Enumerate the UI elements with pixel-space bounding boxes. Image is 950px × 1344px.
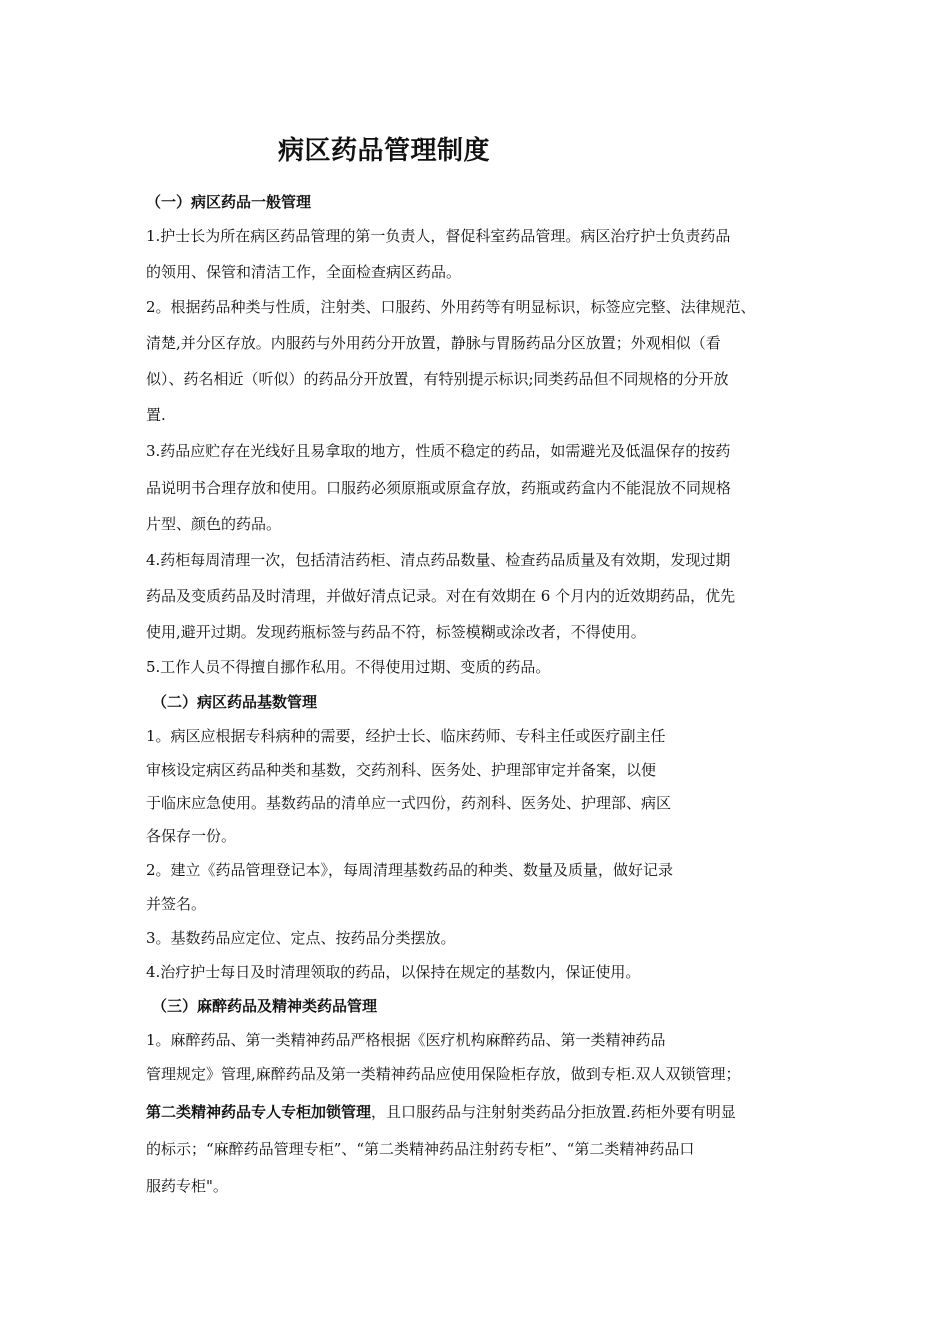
document-title: 病区药品管理制度 — [278, 136, 491, 166]
section2-line-3: 于临床应急使用。基数药品的清单应一式四份，药剂科、医务处、护理部、病区 — [146, 794, 672, 812]
section1-line-11: 药品及变质药品及时清理，并做好清点记录。对在有效期在 6 个月内的近效期药品，优先 — [146, 587, 736, 605]
section1-line-13: 5.工作人员不得擅自挪作私用。不得使用过期、变质的药品。 — [146, 658, 551, 676]
section1-line-3: 2。根据药品种类与性质，注射类、口服药、外用药等有明显标识，标签应完整、法律规范、 — [146, 298, 756, 316]
section3-line-3-rest: ，且口服药品与注射射类药品分拒放置.药柜外要有明显 — [371, 1103, 736, 1121]
section3-line-3-bold: 第二类精神药品专人专柜加锁管理 — [146, 1103, 372, 1121]
section1-line-6: 置. — [146, 406, 166, 424]
section1-line-1: 1.护士长为所在病区药品管理的第一负责人，督促科室药品管理。病区治疗护士负责药品 — [146, 227, 731, 245]
section3-heading: （三）麻醉药品及精神类药品管理 — [152, 997, 378, 1015]
section2-line-4: 各保存一份。 — [146, 827, 237, 845]
section1-line-9: 片型、颜色的药品。 — [146, 515, 282, 533]
section2-line-5: 2。建立《药品管理登记本》，每周清理基数药品的种类、数量及质量，做好记录 — [146, 861, 674, 879]
section3-line-2: 管理规定》管理,麻醉药品及第一类精神药品应使用保险柜存放，做到专柜.双人双锁管理； — [146, 1065, 741, 1083]
section1-line-10: 4.药柜每周清理一次，包括清洁药柜、清点药品数量、检查药品质量及有效期，发现过期 — [146, 551, 731, 569]
section1-line-8: 品说明书合理存放和使用。口服药必须原瓶或原盒存放，药瓶或药盒内不能混放不同规格 — [146, 479, 732, 497]
section1-line-2: 的领用、保管和清洁工作，全面检查病区药品。 — [146, 263, 462, 281]
section1-line-12: 使用,避开过期。发现药瓶标签与药品不符，标签模糊或涂改者，不得使用。 — [146, 623, 646, 641]
section3-line-4: 的标示；“麻醉药品管理专柜”、“第二类精神药品注射药专柜”、“第二类精神药品口 — [146, 1140, 695, 1158]
section1-heading: （一）病区药品一般管理 — [146, 193, 312, 211]
section2-line-8: 4.治疗护士每日及时清理领取的药品，以保持在规定的基数内，保证使用。 — [146, 963, 641, 981]
section3-line-5: 服药专柜"。 — [146, 1177, 228, 1195]
section1-line-4: 清楚,并分区存放。内服药与外用药分开放置，静脉与胃肠药品分区放置；外观相似（看 — [146, 334, 721, 352]
section2-heading: （二）病区药品基数管理 — [152, 693, 318, 711]
section1-line-7: 3.药品应贮存在光线好且易拿取的地方，性质不稳定的药品，如需避光及低温保存的按药 — [146, 442, 731, 460]
section3-line-3 — [146, 1102, 736, 1122]
section2-line-6: 并签名。 — [146, 895, 207, 913]
section2-line-2: 审核设定病区药品种类和基数，交药剂科、医务处、护理部审定并备案，以便 — [146, 761, 657, 779]
section2-line-7: 3。基数药品应定位、定点、按药品分类摆放。 — [146, 929, 456, 947]
section3-line-1: 1。麻醉药品、第一类精神药品严格根据《医疗机构麻醉药品、第一类精神药品 — [146, 1031, 666, 1049]
section2-line-1: 1。病区应根据专科病种的需要，经护士长、临床药师、专科主任或医疗副主任 — [146, 727, 666, 745]
section1-line-5: 似）、药名相近（听似）的药品分开放置，有特别提示标识;同类药品但不同规格的分开放 — [146, 370, 729, 388]
